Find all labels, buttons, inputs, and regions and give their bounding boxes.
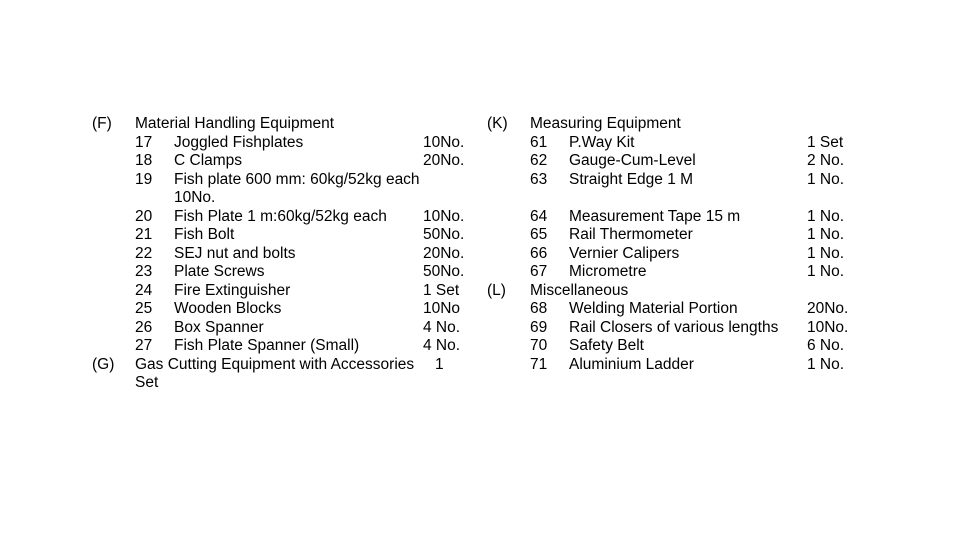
left-column [92, 115, 482, 393]
item-quantity: 20No. [423, 152, 465, 169]
item-number: 65 [530, 226, 548, 243]
list-item [487, 245, 867, 264]
item-name: Rail Thermometer [569, 226, 693, 243]
list-item [487, 171, 867, 208]
section-letter: (G) [92, 355, 115, 373]
item-quantity: 50No. [423, 226, 465, 243]
item-name: Gauge-Cum-Level [569, 152, 696, 169]
item-quantity: 20No. [807, 300, 849, 317]
item-name: Fish Bolt [174, 226, 235, 243]
item-quantity: 1 No. [807, 263, 845, 280]
item-quantity: 1 No. [807, 207, 845, 225]
item-quantity: 2 No. [807, 152, 845, 169]
list-item [92, 263, 482, 282]
section-title: Gas Cutting Equipment with Accessories [135, 355, 415, 373]
section-f-header [92, 115, 482, 134]
section-g-header [92, 356, 482, 393]
item-name: Vernier Calipers [569, 244, 680, 262]
item-number: 62 [530, 152, 548, 169]
list-item [487, 263, 867, 282]
list-item [487, 226, 867, 245]
item-quantity: 20No. [423, 244, 465, 262]
item-number: 17 [135, 133, 153, 151]
item-number: 19 [135, 170, 153, 188]
list-item [487, 208, 867, 227]
item-quantity: 10No. [423, 133, 465, 151]
item-number: 63 [530, 170, 548, 188]
item-number: 23 [135, 263, 153, 280]
item-name: Joggled Fishplates [174, 133, 304, 151]
item-name: C Clamps [174, 152, 243, 169]
list-item [92, 282, 482, 301]
item-name: Box Spanner [174, 318, 264, 336]
item-name: Rail Closers of various lengths [569, 318, 779, 336]
list-item [487, 300, 867, 319]
item-name: P.Way Kit [569, 133, 635, 151]
list-item [92, 319, 482, 338]
list-item [92, 245, 482, 264]
item-quantity: 1 Set [423, 281, 460, 299]
item-name: Safety Belt [569, 337, 644, 354]
item-number: 68 [530, 300, 548, 317]
section-title: Miscellaneous [530, 281, 629, 299]
item-name: Fish plate 600 mm: 60kg/52kg each [174, 170, 420, 188]
item-name: Wooden Blocks [174, 300, 282, 317]
list-item [487, 319, 867, 338]
item-quantity: 1 No. [807, 244, 845, 262]
list-item [92, 152, 482, 171]
item-quantity: 6 No. [807, 337, 845, 354]
item-name: Fire Extinguisher [174, 281, 291, 299]
item-quantity: 10No [423, 300, 461, 317]
list-item [92, 226, 482, 245]
list-item [92, 171, 482, 208]
item-name: Micrometre [569, 263, 647, 280]
item-quantity: 4 No. [423, 318, 461, 336]
item-quantity: 1 Set [807, 133, 844, 151]
section-letter: (L) [487, 281, 506, 299]
item-number: 70 [530, 337, 548, 354]
item-quantity: 4 No. [423, 337, 461, 354]
section-letter: (F) [92, 115, 112, 132]
item-name: Straight Edge 1 M [569, 170, 694, 188]
list-item [487, 134, 867, 153]
section-title: Measuring Equipment [530, 115, 681, 132]
list-item [487, 152, 867, 171]
section-title: Material Handling Equipment [135, 115, 335, 132]
item-number: 25 [135, 300, 153, 317]
list-item [92, 337, 482, 356]
list-item [487, 337, 867, 356]
right-column [487, 115, 867, 374]
item-number: 66 [530, 244, 548, 262]
item-number: 27 [135, 337, 153, 354]
item-name: Measurement Tape 15 m [569, 207, 741, 225]
list-item [487, 356, 867, 375]
item-number: 18 [135, 152, 153, 169]
section-l-header [487, 282, 867, 301]
item-quantity: 1 No. [807, 355, 845, 373]
item-quantity: 10No. [174, 189, 216, 206]
item-name: Plate Screws [174, 263, 265, 280]
section-quantity: 1 [435, 355, 444, 373]
item-quantity: 1 No. [807, 170, 845, 188]
list-item [92, 300, 482, 319]
item-quantity: 1 No. [807, 226, 845, 243]
section-k-header [487, 115, 867, 134]
list-item [92, 134, 482, 153]
item-number: 64 [530, 207, 548, 225]
item-number: 67 [530, 263, 548, 280]
item-number: 21 [135, 226, 153, 243]
item-name: Fish Plate Spanner (Small) [174, 337, 360, 354]
item-number: 69 [530, 318, 548, 336]
item-quantity: 10No. [807, 318, 849, 336]
section-quantity-unit: Set [135, 374, 159, 391]
item-name: Fish Plate 1 m:60kg/52kg each [174, 207, 387, 225]
item-quantity: 10No. [423, 207, 465, 225]
item-name: Aluminium Ladder [569, 355, 694, 373]
item-number: 26 [135, 318, 153, 336]
item-number: 20 [135, 207, 153, 225]
item-quantity: 50No. [423, 263, 465, 280]
item-number: 71 [530, 355, 548, 373]
list-item [92, 208, 482, 227]
item-name: Welding Material Portion [569, 300, 738, 317]
item-number: 24 [135, 281, 153, 299]
item-number: 61 [530, 133, 548, 151]
section-letter: (K) [487, 115, 508, 132]
item-name: SEJ nut and bolts [174, 244, 296, 262]
item-number: 22 [135, 244, 153, 262]
